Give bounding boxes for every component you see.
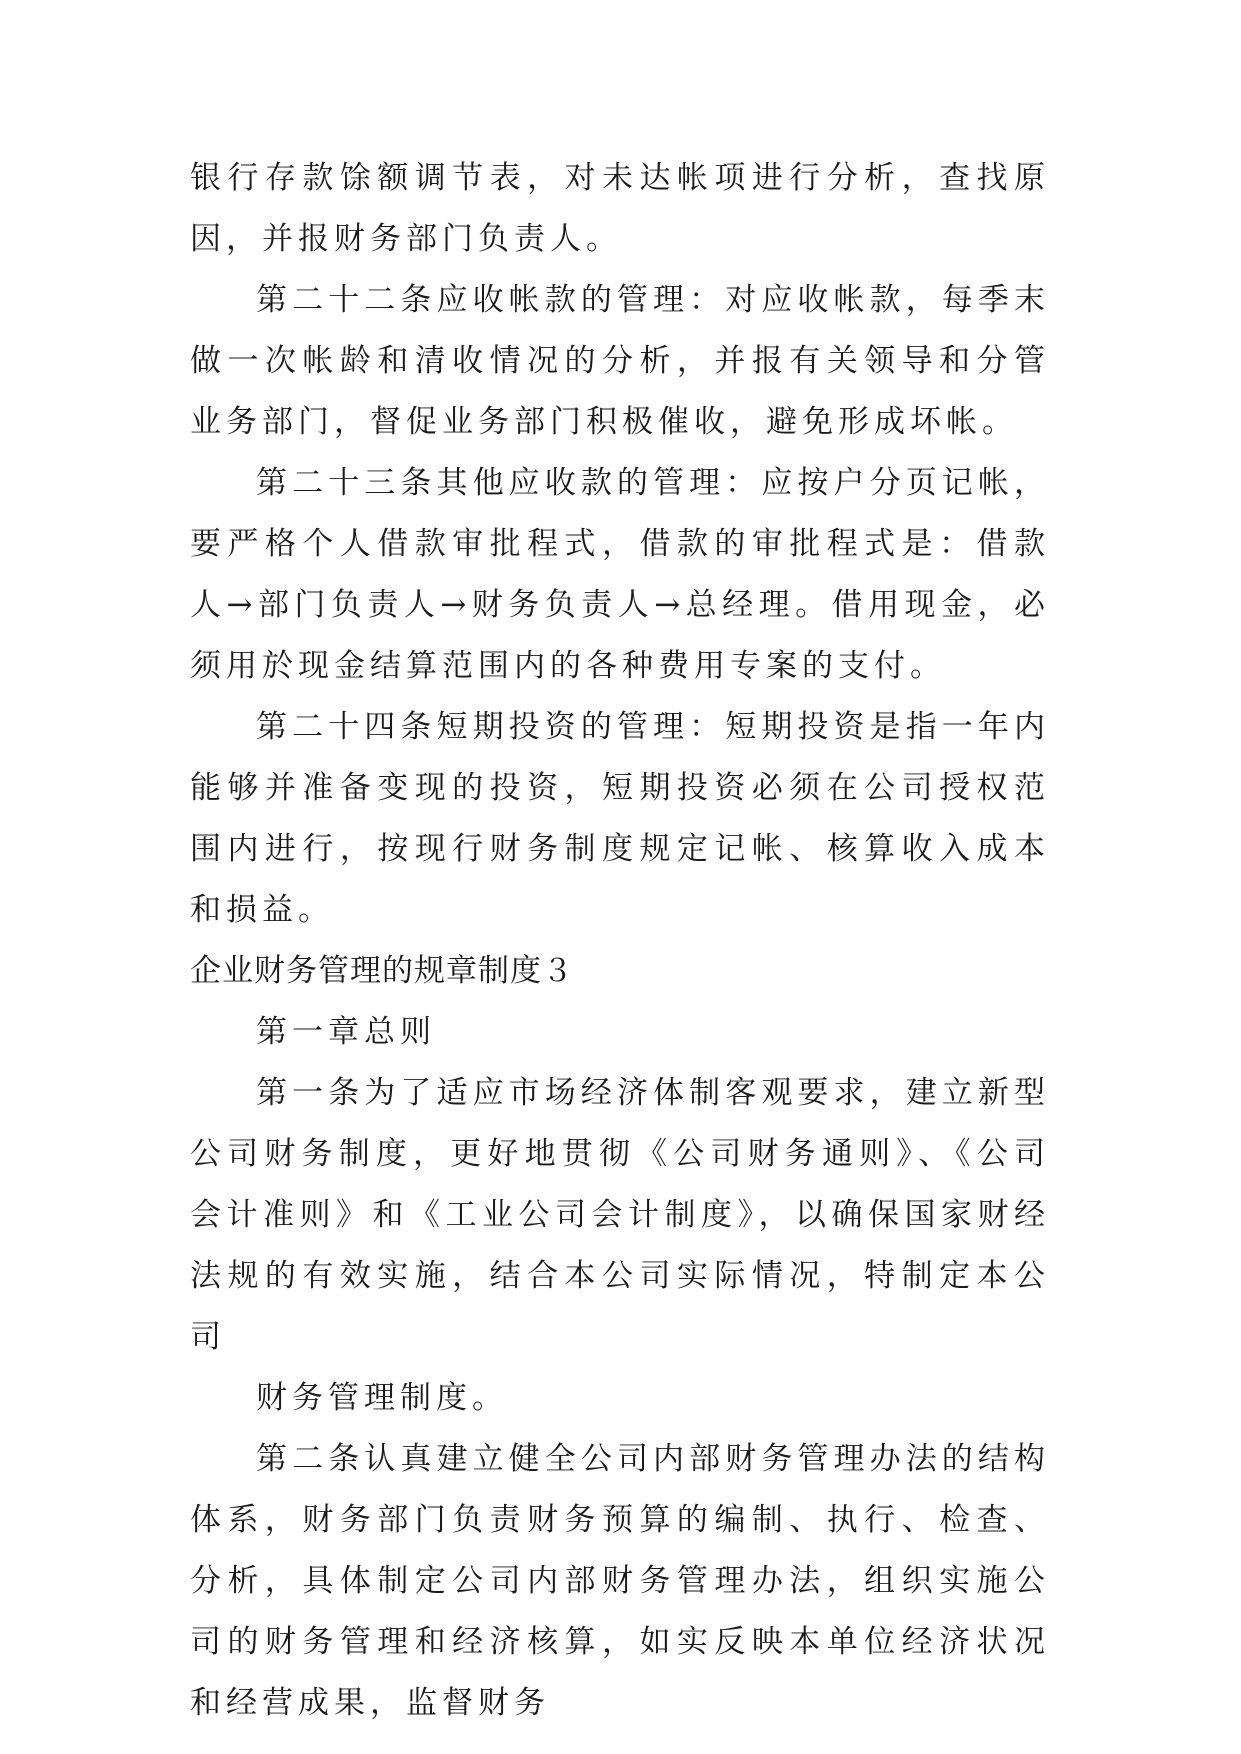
paragraph-article-1-continued: 财务管理制度。 xyxy=(256,1380,508,1416)
paragraph-article-22: 第二十二条应收帐款的管理：对应收帐款，每季末做一次帐龄和清收情况的分析，并报有关领导和分管业务部门，督促业务部门积极催收，避免形成坏帐。 xyxy=(190,282,1050,440)
section-title: 企业财务管理的规章制度３ xyxy=(190,953,574,989)
paragraph-article-24: 第二十四条短期投资的管理：短期投资是指一年内能够并准备变现的投资，短期投资必须在公司授权范围内进行，按现行财务制度规定记帐、核算收入成本和损益。 xyxy=(190,709,1050,928)
document-body xyxy=(190,148,1050,1734)
paragraph-article-1: 第一条为了适应市场经济体制客观要求，建立新型公司财务制度，更好地贯彻《公司财务通则》、《公司会计准则》和《工业公司会计制度》，以确保国家财经法规的有效实施，结合本公司实际情况，特制定本公司 xyxy=(190,1075,1050,1355)
paragraph-bank-reconciliation: 银行存款馀额调节表，对未达帐项进行分析，查找原因，并报财务部门负责人。 xyxy=(190,160,1050,257)
paragraph-article-2: 第二条认真建立健全公司内部财务管理办法的结构体系，财务部门负责财务预算的编制、执行、检查、分析，具体制定公司内部财务管理办法，组织实施公司的财务管理和经济核算，如实反映本单位经济状况和经营成果，监督财务 xyxy=(190,1441,1050,1721)
paragraph-article-23: 第二十三条其他应收款的管理：应按户分页记帐，要严格个人借款审批程式，借款的审批程式是：借款人→部门负责人→财务负责人→总经理。借用现金，必须用於现金结算范围内的各种费用专案的支付。 xyxy=(190,465,1050,684)
chapter-title: 第一章总则 xyxy=(256,1014,436,1050)
